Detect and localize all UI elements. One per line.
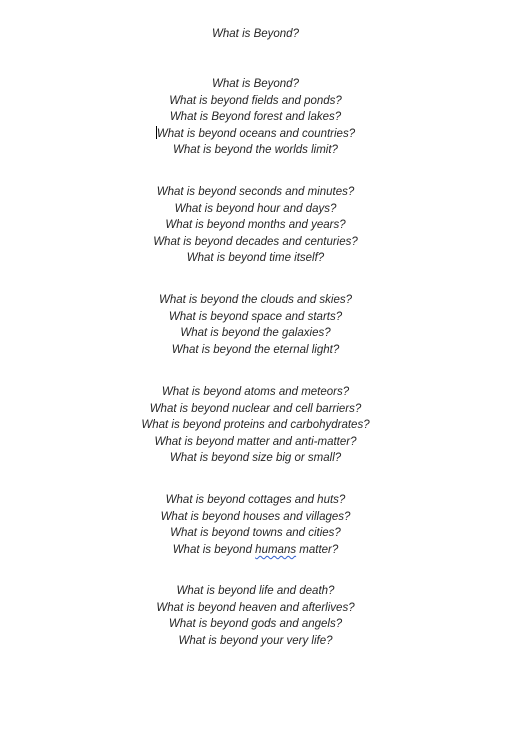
poem-line: What is beyond space and starts? <box>168 310 343 323</box>
stanza-4 <box>0 384 511 467</box>
poem-line: What is beyond fields and ponds? <box>169 94 342 107</box>
poem-line: What is beyond heaven and afterlives? <box>156 601 355 614</box>
poem-line: What is beyond houses and villages? <box>160 510 351 523</box>
poem-line: What is beyond cottages and huts? <box>165 494 346 506</box>
poem-line: What is beyond the galaxies? <box>180 327 331 340</box>
poem-line: What is beyond time itself? <box>186 252 325 265</box>
poem-line: What is beyond the clouds and skies? <box>158 294 353 306</box>
poem-line: What is Beyond forest and lakes? <box>169 111 342 124</box>
poem-line: What is beyond towns and cities? <box>170 527 341 540</box>
poem-line: What is beyond life and death? <box>176 585 335 597</box>
poem-line: What is beyond the worlds limit? <box>173 144 338 157</box>
poem-line: What is Beyond? <box>212 78 299 90</box>
poem-line: What is beyond your very life? <box>178 634 333 647</box>
poem-line: What is beyond atoms and meteors? <box>161 386 350 398</box>
stanza-6 <box>0 583 511 649</box>
poem-line: What is beyond seconds and minutes? <box>156 186 355 198</box>
poem-line-text: What is beyond oceans and countries? <box>156 127 356 140</box>
poem-line <box>0 542 511 559</box>
poem-line-text: matter? <box>296 543 339 556</box>
poem-line: What is beyond size big or small? <box>169 452 342 465</box>
stanza-1 <box>0 76 511 159</box>
poem-line-text: What is beyond <box>172 543 256 556</box>
poem-line: What is beyond the eternal light? <box>171 343 340 356</box>
poem-line: What is beyond months and years? <box>165 219 346 232</box>
stanza-2 <box>0 184 511 267</box>
poem-line: What is beyond gods and angels? <box>168 618 343 631</box>
poem-line: What is beyond matter and anti-matter? <box>154 435 357 448</box>
poem-line: What is beyond decades and centuries? <box>153 235 358 248</box>
poem-line-with-cursor <box>0 126 511 143</box>
poem-line: What is beyond hour and days? <box>174 202 337 215</box>
document-title: What is Beyond? <box>212 28 299 40</box>
poem-line: What is beyond nuclear and cell barriers? <box>149 402 362 415</box>
stanza-3 <box>0 292 511 358</box>
spelling-flagged-word[interactable]: humans <box>255 543 297 556</box>
stanza-5 <box>0 492 511 558</box>
poem-line: What is beyond proteins and carbohydrates? <box>141 419 370 432</box>
